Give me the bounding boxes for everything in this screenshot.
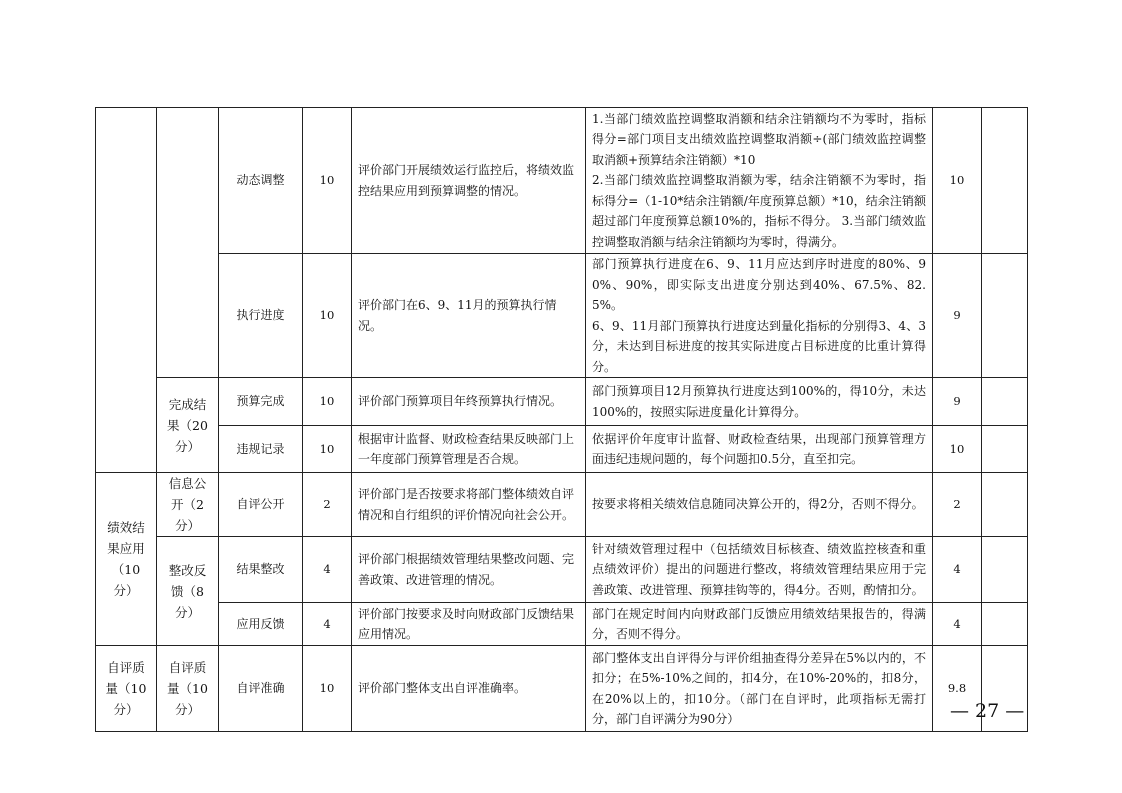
indicator-name: 预算完成 bbox=[219, 378, 303, 426]
remarks-cell bbox=[982, 378, 1028, 426]
indicator-name: 应用反馈 bbox=[219, 603, 303, 646]
scoring-paragraph: 部门预算项目12月预算执行进度达到100%的，得10分，未达100%的，按照实际进度量化计算得分。 bbox=[592, 384, 926, 419]
indicator-score: 4 bbox=[933, 537, 982, 603]
indicator-name: 自评准确 bbox=[219, 646, 303, 732]
level1-result-application: 绩效结果应用（10分） bbox=[96, 473, 157, 646]
indicator-description: 根据审计监督、财政检查结果反映部门上一年度部门预算管理是否合规。 bbox=[352, 426, 586, 473]
scoring-standard bbox=[586, 473, 933, 537]
scoring-standard bbox=[586, 646, 933, 732]
table-row bbox=[96, 537, 1028, 603]
indicator-name: 违规记录 bbox=[219, 426, 303, 473]
scoring-paragraph: 部门在规定时间内向财政部门反馈应用绩效结果报告的，得满分，否则不得分。 bbox=[592, 606, 926, 641]
indicator-score: 9.8 bbox=[933, 646, 982, 732]
remarks-cell bbox=[982, 254, 1028, 378]
scoring-standard bbox=[586, 426, 933, 473]
indicator-score: 2 bbox=[933, 473, 982, 537]
indicator-description: 评价部门预算项目年终预算执行情况。 bbox=[352, 378, 586, 426]
level1-self-eval-quality: 自评质量（10分） bbox=[96, 646, 157, 732]
indicator-weight: 4 bbox=[303, 537, 352, 603]
table-row bbox=[96, 473, 1028, 537]
table-row bbox=[96, 108, 1028, 254]
scoring-paragraph: 2.当部门绩效监控调整取消额为零，结余注销额不为零时，指标得分=（1-10*结余注销额/年度预算总额）*10，结余注销额超过部门年度预算总额10%的，指标不得分。 3.当部门绩效监控调整取消额与结余注销额均为零时，得满分。 bbox=[592, 173, 926, 249]
indicator-weight: 10 bbox=[303, 108, 352, 254]
indicator-weight: 2 bbox=[303, 473, 352, 537]
table-row bbox=[96, 646, 1028, 732]
scoring-standard bbox=[586, 108, 933, 254]
indicator-weight: 4 bbox=[303, 603, 352, 646]
indicator-name: 自评公开 bbox=[219, 473, 303, 537]
indicator-score: 10 bbox=[933, 108, 982, 254]
indicator-weight: 10 bbox=[303, 646, 352, 732]
indicator-weight: 10 bbox=[303, 254, 352, 378]
scoring-standard bbox=[586, 378, 933, 426]
remarks-cell bbox=[982, 537, 1028, 603]
scoring-standard bbox=[586, 537, 933, 603]
level2-completion-result: 完成结果（20分） bbox=[157, 378, 219, 473]
level2-self-eval-quality: 自评质量（10分） bbox=[157, 646, 219, 732]
table-row bbox=[96, 378, 1028, 426]
table-row bbox=[96, 603, 1028, 646]
indicator-name: 结果整改 bbox=[219, 537, 303, 603]
indicator-description: 评价部门整体支出自评准确率。 bbox=[352, 646, 586, 732]
scoring-paragraph: 针对绩效管理过程中（包括绩效目标核查、绩效监控核查和重点绩效评价）提出的问题进行整改，将绩效管理结果应用于完善政策、改进管理、预算挂钩等的，得4分。否则，酌情扣分。 bbox=[592, 541, 926, 597]
level2-info-disclosure: 信息公开（2分） bbox=[157, 473, 219, 537]
indicator-name: 动态调整 bbox=[219, 108, 303, 254]
indicator-score: 4 bbox=[933, 603, 982, 646]
scoring-standard bbox=[586, 254, 933, 378]
table-row bbox=[96, 254, 1028, 378]
scoring-paragraph: 依据评价年度审计监督、财政检查结果，出现部门预算管理方面违纪违规问题的，每个问题扣0.5分，直至扣完。 bbox=[592, 431, 926, 466]
scoring-standard bbox=[586, 603, 933, 646]
scoring-paragraph: 按要求将相关绩效信息随同决算公开的，得2分，否则不得分。 bbox=[592, 497, 924, 512]
remarks-cell bbox=[982, 426, 1028, 473]
remarks-cell bbox=[982, 603, 1028, 646]
scoring-paragraph: 部门预算执行进度在6、9、11月应达到序时进度的80%、90%、90%，即实际支出进度分别达到40%、67.5%、82.5%。 bbox=[592, 257, 926, 312]
remarks-cell bbox=[982, 473, 1028, 537]
indicator-description: 评价部门在6、9、11月的预算执行情况。 bbox=[352, 254, 586, 378]
indicator-description: 评价部门开展绩效运行监控后，将绩效监控结果应用到预算调整的情况。 bbox=[352, 108, 586, 254]
indicator-name: 执行进度 bbox=[219, 254, 303, 378]
indicator-description: 评价部门按要求及时向财政部门反馈结果应用情况。 bbox=[352, 603, 586, 646]
indicator-score: 9 bbox=[933, 254, 982, 378]
scoring-paragraph: 1.当部门绩效监控调整取消额和结余注销额均不为零时，指标得分=部门项目支出绩效监控调整取消额÷(部门绩效监控调整取消额+预算结余注销额）*10 bbox=[592, 111, 926, 167]
evaluation-table bbox=[95, 107, 1028, 732]
level2-rectification-feedback: 整改反馈（8分） bbox=[157, 537, 219, 646]
indicator-description: 评价部门是否按要求将部门整体绩效自评情况和自行组织的评价情况向社会公开。 bbox=[352, 473, 586, 537]
indicator-weight: 10 bbox=[303, 378, 352, 426]
indicator-weight: 10 bbox=[303, 426, 352, 473]
indicator-score: 9 bbox=[933, 378, 982, 426]
scoring-paragraph: 6、9、11月部门预算执行进度达到量化指标的分别得3、4、3分，未达到目标进度的按其实际进度占目标进度的比重计算得分。 bbox=[592, 318, 926, 374]
indicator-score: 10 bbox=[933, 426, 982, 473]
table-row bbox=[96, 426, 1028, 473]
level2-cell-continued bbox=[157, 108, 219, 378]
page-number: — 27 — bbox=[950, 700, 1025, 722]
scoring-paragraph: 部门整体支出自评得分与评价组抽查得分差异在5%以内的，不扣分；在5%-10%之间的，扣4分，在10%-20%的，扣8分，在20%以上的，扣10分。（部门在自评时，此项指标无需打分，部门自评满分为90分） bbox=[592, 650, 926, 726]
remarks-cell bbox=[982, 108, 1028, 254]
indicator-description: 评价部门根据绩效管理结果整改问题、完善政策、改进管理的情况。 bbox=[352, 537, 586, 603]
level1-cell-continued bbox=[96, 108, 157, 473]
